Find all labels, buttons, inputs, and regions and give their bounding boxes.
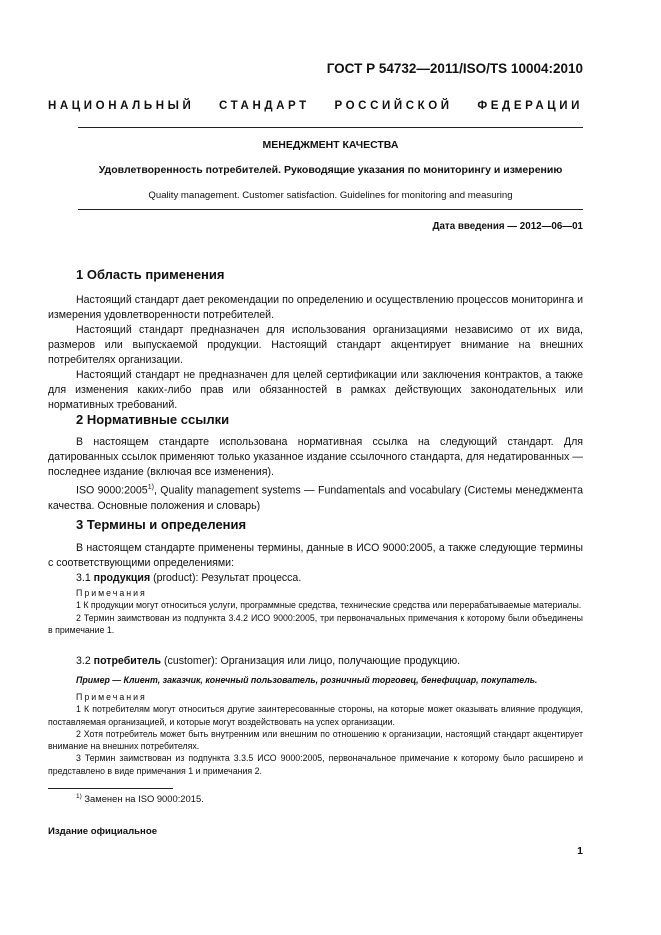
divider	[78, 127, 583, 128]
term-definition: (product): Результат процесса.	[150, 572, 302, 584]
footnote	[76, 793, 204, 804]
term-name: потребитель	[93, 655, 162, 667]
reference-paragraph	[48, 480, 583, 514]
term-3-2	[48, 654, 583, 669]
footnote-mark: 1)	[76, 793, 82, 800]
footnote-text: Заменен на ISO 9000:2015.	[81, 793, 204, 805]
note: 3 Термин заимствован из подпункта 3.3.5 ИСО 9000:2005, первоначальное примечание к которому было расширено и представлено в виде примечания 1 и примечания 2.	[48, 753, 583, 776]
section-2-heading: 2 Нормативные ссылки	[76, 412, 230, 427]
section-3-body	[48, 541, 583, 586]
divider	[78, 209, 583, 210]
note: 1 К продукции могут относиться услуги, программные средства, технические средства или перерабатываемые материалы.	[76, 600, 582, 611]
introduction-date: Дата введения — 2012—06—01	[432, 221, 583, 232]
term-number: 3.2	[76, 655, 94, 667]
paragraph: Настоящий стандарт предназначен для использования организациями независимо от их вида, размеров или выпускаемой продукции. Настоящий стандарт акцентирует внимание на внешних потребителях организации.	[48, 324, 583, 366]
term-definition: (customer): Организация или лицо, получающие продукцию.	[161, 655, 461, 667]
note: 2 Термин заимствован из подпункта 3.4.2 ИСО 9000:2005, три первоначальных примечания к которому были объединены в примечание 1.	[48, 612, 583, 635]
note: 1 К потребителям могут относиться другие заинтересованные стороны, на которые может оказывать влияние продукция, поставляемая организацией, и которые могут воздействовать на успех организации.	[48, 704, 583, 727]
reference-title: , Quality management systems — Fundamentals and vocabulary (Системы менеджмента качества. Основные положения и словарь)	[48, 484, 583, 512]
national-standard-heading: НАЦИОНАЛЬНЫЙ СТАНДАРТ РОССИЙСКОЙ ФЕДЕРАЦИИ	[48, 100, 583, 112]
document-subtitle: Удовлетворенность потребителей. Руководящие указания по мониторингу и измерению	[98, 164, 563, 176]
paragraph: В настоящем стандарте использована нормативная ссылка на следующий стандарт. Для датированных ссылок применяют только указанное издание ссылочного стандарта, для недатированных — последнее издание (включая все изменения).	[48, 436, 583, 478]
term-3-2-notes	[48, 691, 583, 777]
section-1-body	[48, 293, 583, 413]
term-name: продукция	[93, 572, 151, 584]
footnote-reference: 1)	[147, 484, 154, 491]
note: 2 Хотя потребитель может быть внутренним или внешним по отношению к организации, настоящий стандарт акцентирует внимание на внешних потребителях.	[48, 728, 583, 752]
notes-label: Примечания	[76, 588, 147, 598]
term-3-2-example	[48, 674, 583, 686]
term-3-1	[48, 571, 583, 586]
standard-code: ГОСТ Р 54732—2011/ISO/TS 10004:2010	[326, 61, 583, 76]
page-number: 1	[577, 845, 583, 857]
official-edition: Издание официальное	[48, 826, 158, 837]
term-3-1-notes	[48, 587, 583, 636]
reference-code: ISO 9000:2005	[76, 484, 148, 497]
paragraph: В настоящем стандарте применены термины, данные в ИСО 9000:2005, а также следующие термины с соответствующими определениями:	[48, 542, 583, 569]
section-1-heading: 1 Область применения	[76, 267, 225, 282]
example: Пример — Клиент, заказчик, конечный пользователь, розничный торговец, бенефициар, покупатель.	[76, 675, 538, 685]
notes-label: Примечания	[76, 692, 147, 702]
paragraph: Настоящий стандарт дает рекомендации по определению и осуществлению процессов мониторинга и измерения удовлетворенности потребителей.	[48, 294, 583, 321]
document-title: МЕНЕДЖМЕНТ КАЧЕСТВА	[262, 139, 399, 151]
footnote-divider	[48, 788, 173, 789]
section-2-body	[48, 435, 583, 514]
paragraph: Настоящий стандарт не предназначен для целей сертификации или заключения контрактов, а также для изменения каких-либо прав или обязанностей в рамках действующих законодательных или нормативных требований.	[48, 369, 583, 411]
section-3-heading: 3 Термины и определения	[76, 517, 247, 532]
term-number: 3.1	[76, 572, 94, 584]
english-title: Quality management. Customer satisfaction. Guidelines for monitoring and measuring	[148, 190, 513, 201]
